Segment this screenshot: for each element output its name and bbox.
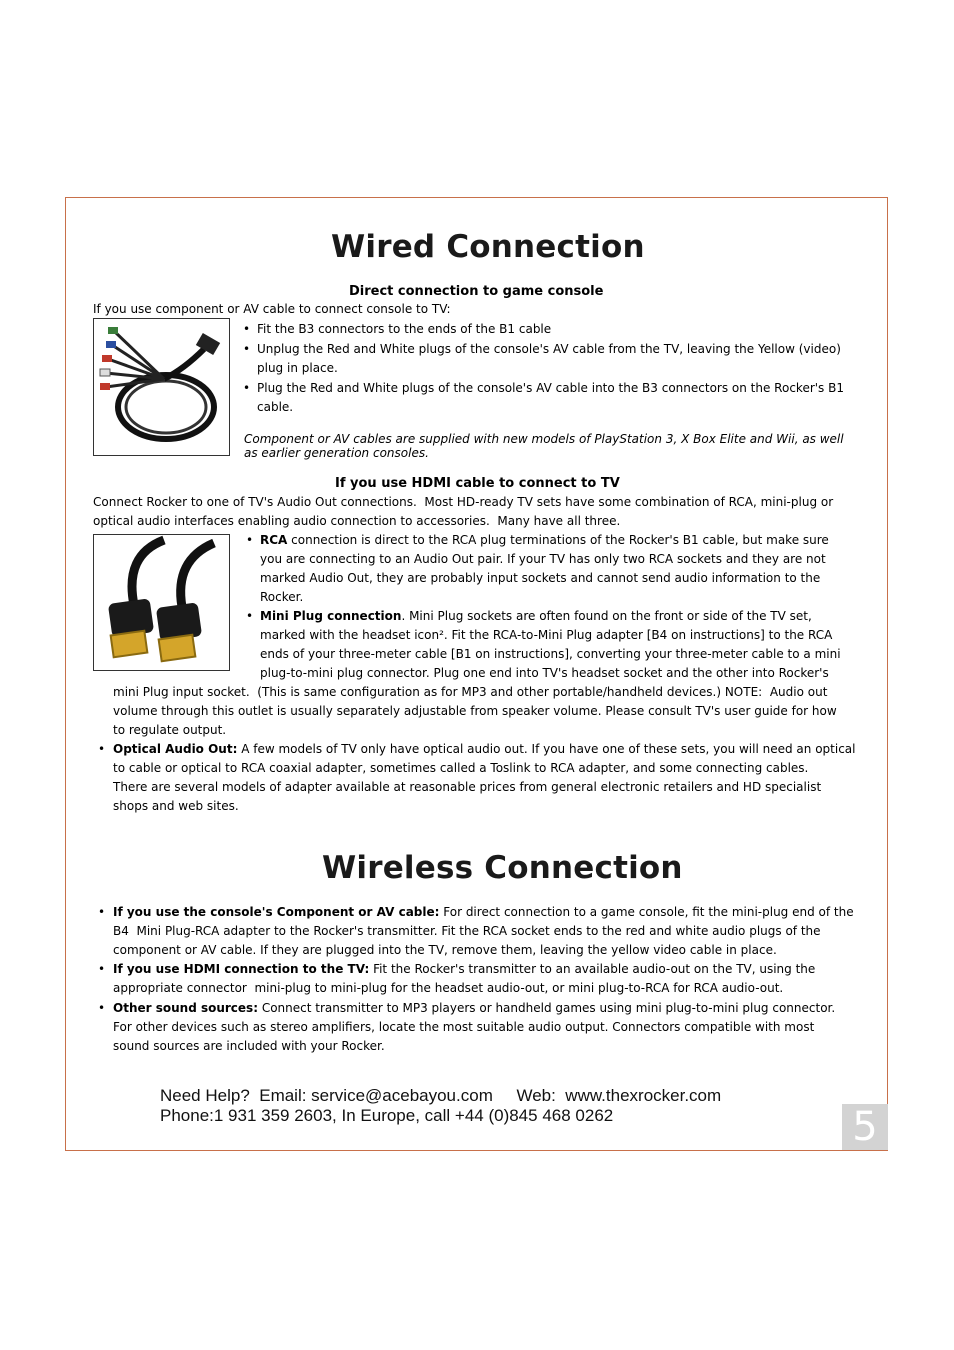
mini-plug-text-cont: marked with the headset icon². Fit the RCA-to-Mini Plug adapter [B4 on instructions] to the RCA (260, 628, 833, 642)
rca-text-cont: marked Audio Out, they are probably input sockets and cannot send audio information to the (260, 571, 821, 585)
rca-text: connection is direct to the RCA plug terminations of the Rocker's B1 cable, but make sure (287, 533, 829, 547)
bullet-marker: • (98, 742, 106, 756)
wireless-av-label: If you use the console's Component or AV cable: (113, 905, 440, 919)
wireless-other-text: Connect transmitter to MP3 players or handheld games using mini plug-to-mini plug connector. (258, 1001, 836, 1015)
direct-note-cont: as earlier generation consoles. (244, 446, 429, 460)
rca-text-cont: you are connecting to an Audio Out pair. If your TV has only two RCA sockets and they are not (260, 552, 826, 566)
bullet-marker: • (98, 1001, 106, 1015)
wired-title: Wired Connection (331, 229, 645, 265)
help-contact-line: Need Help? Email: service@acebayou.com Web: www.thexrocker.com (160, 1086, 722, 1105)
wireless-other-text-cont: sound sources are included with your Rocker. (113, 1039, 385, 1053)
hdmi-cable-drawing (94, 535, 229, 670)
hdmi-heading: If you use HDMI cable to connect to TV (335, 476, 620, 491)
page-number: 5 (842, 1104, 888, 1150)
wireless-hdmi-text: Fit the Rocker's transmitter to an available audio-out on the TV, using the (369, 962, 816, 976)
hdmi-intro: Connect Rocker to one of TV's Audio Out connections. Most HD-ready TV sets have some combination of RCA, mini-plug or (93, 495, 834, 509)
mini-plug-text-cont: volume through this outlet is usually separately adjustable from speaker volume. Please consult TV's user guide for how (113, 704, 837, 718)
direct-bullet-2-cont: plug in place. (257, 361, 338, 375)
bullet-marker: • (243, 381, 251, 395)
optical-text: A few models of TV only have optical audio out. If you have one of these sets, you will need an optical (237, 742, 856, 756)
bullet-marker: • (246, 609, 254, 623)
wireless-title: Wireless Connection (322, 850, 683, 886)
mini-plug-label: Mini Plug connection (260, 609, 402, 623)
bullet-marker: • (98, 905, 106, 919)
component-cable-drawing (94, 319, 229, 455)
mini-plug-bullet (260, 607, 812, 626)
optical-label: Optical Audio Out: (113, 742, 238, 756)
mini-plug-text: . Mini Plug sockets are often found on the front or side of the TV set, (401, 609, 812, 623)
rca-bullet (260, 531, 829, 550)
bullet-marker: • (243, 342, 251, 356)
wireless-hdmi-text-cont: appropriate connector mini-plug to mini-plug for the headset audio-out, or mini plug-to-RCA for RCA audio-out. (113, 981, 784, 995)
mini-plug-text-cont: ends of your three-meter cable [B1 on instructions], converting your three-meter cable to a mini (260, 647, 841, 661)
bullet-marker: • (246, 533, 254, 547)
wireless-av-text-cont: B4 Mini Plug-RCA adapter to the Rocker's transmitter. Fit the RCA socket ends to the red and white audio plugs of the (113, 924, 821, 938)
direct-heading: Direct connection to game console (349, 284, 604, 299)
mini-plug-text-cont: to regulate output. (113, 723, 227, 737)
hdmi-intro-cont: optical audio interfaces enabling audio connection to accessories. Many have all three. (93, 514, 621, 528)
optical-text-cont: to cable or optical to RCA coaxial adapter, sometimes called a Toslink to RCA adapter, and some connecting cables. (113, 761, 809, 775)
direct-intro: If you use component or AV cable to connect console to TV: (93, 302, 451, 316)
bullet-marker: • (98, 962, 106, 976)
component-av-cable-image (93, 318, 230, 456)
direct-note: Component or AV cables are supplied with new models of PlayStation 3, X Box Elite and Wii, as well (244, 432, 844, 446)
mini-plug-text-cont: mini Plug input socket. (This is same configuration as for MP3 and other portable/handheld devices.) NOTE: Audio out (113, 685, 828, 699)
direct-bullet-1: Fit the B3 connectors to the ends of the B1 cable (257, 322, 552, 336)
wireless-bullet-other (113, 999, 835, 1018)
rca-label: RCA (260, 533, 288, 547)
wireless-other-label: Other sound sources: (113, 1001, 258, 1015)
direct-bullet-3: Plug the Red and White plugs of the console's AV cable into the B3 connectors on the Rocker's B1 (257, 381, 844, 395)
direct-bullet-3-cont: cable. (257, 400, 294, 414)
rca-text-cont: Rocker. (260, 590, 304, 604)
wireless-hdmi-label: If you use HDMI connection to the TV: (113, 962, 370, 976)
mini-plug-text-cont: plug-to-mini plug connector. Plug one end into TV's headset socket and the other into Rocker's (260, 666, 829, 680)
wireless-other-text-cont: For other devices such as stereo amplifiers, locate the most suitable audio output. Connectors compatible with most (113, 1020, 815, 1034)
direct-bullet-2: Unplug the Red and White plugs of the console's AV cable from the TV, leaving the Yellow (video) (257, 342, 841, 356)
optical-text-cont: There are several models of adapter available at reasonable prices from general electronic retailers and HD specialist (113, 780, 822, 794)
wireless-bullet-av (113, 903, 854, 922)
help-phone-line: Phone:1 931 359 2603, In Europe, call +44 (0)845 468 0262 (160, 1106, 614, 1125)
wireless-bullet-hdmi (113, 960, 815, 979)
optical-bullet (113, 740, 855, 759)
wireless-av-text: For direct connection to a game console, fit the mini-plug end of the (439, 905, 854, 919)
hdmi-cable-image (93, 534, 230, 671)
optical-text-cont: shops and web sites. (113, 799, 239, 813)
wireless-av-text-cont: component or AV cable. If they are plugged into the TV, remove them, leaving the yellow video cable in place. (113, 943, 777, 957)
bullet-marker: • (243, 322, 251, 336)
